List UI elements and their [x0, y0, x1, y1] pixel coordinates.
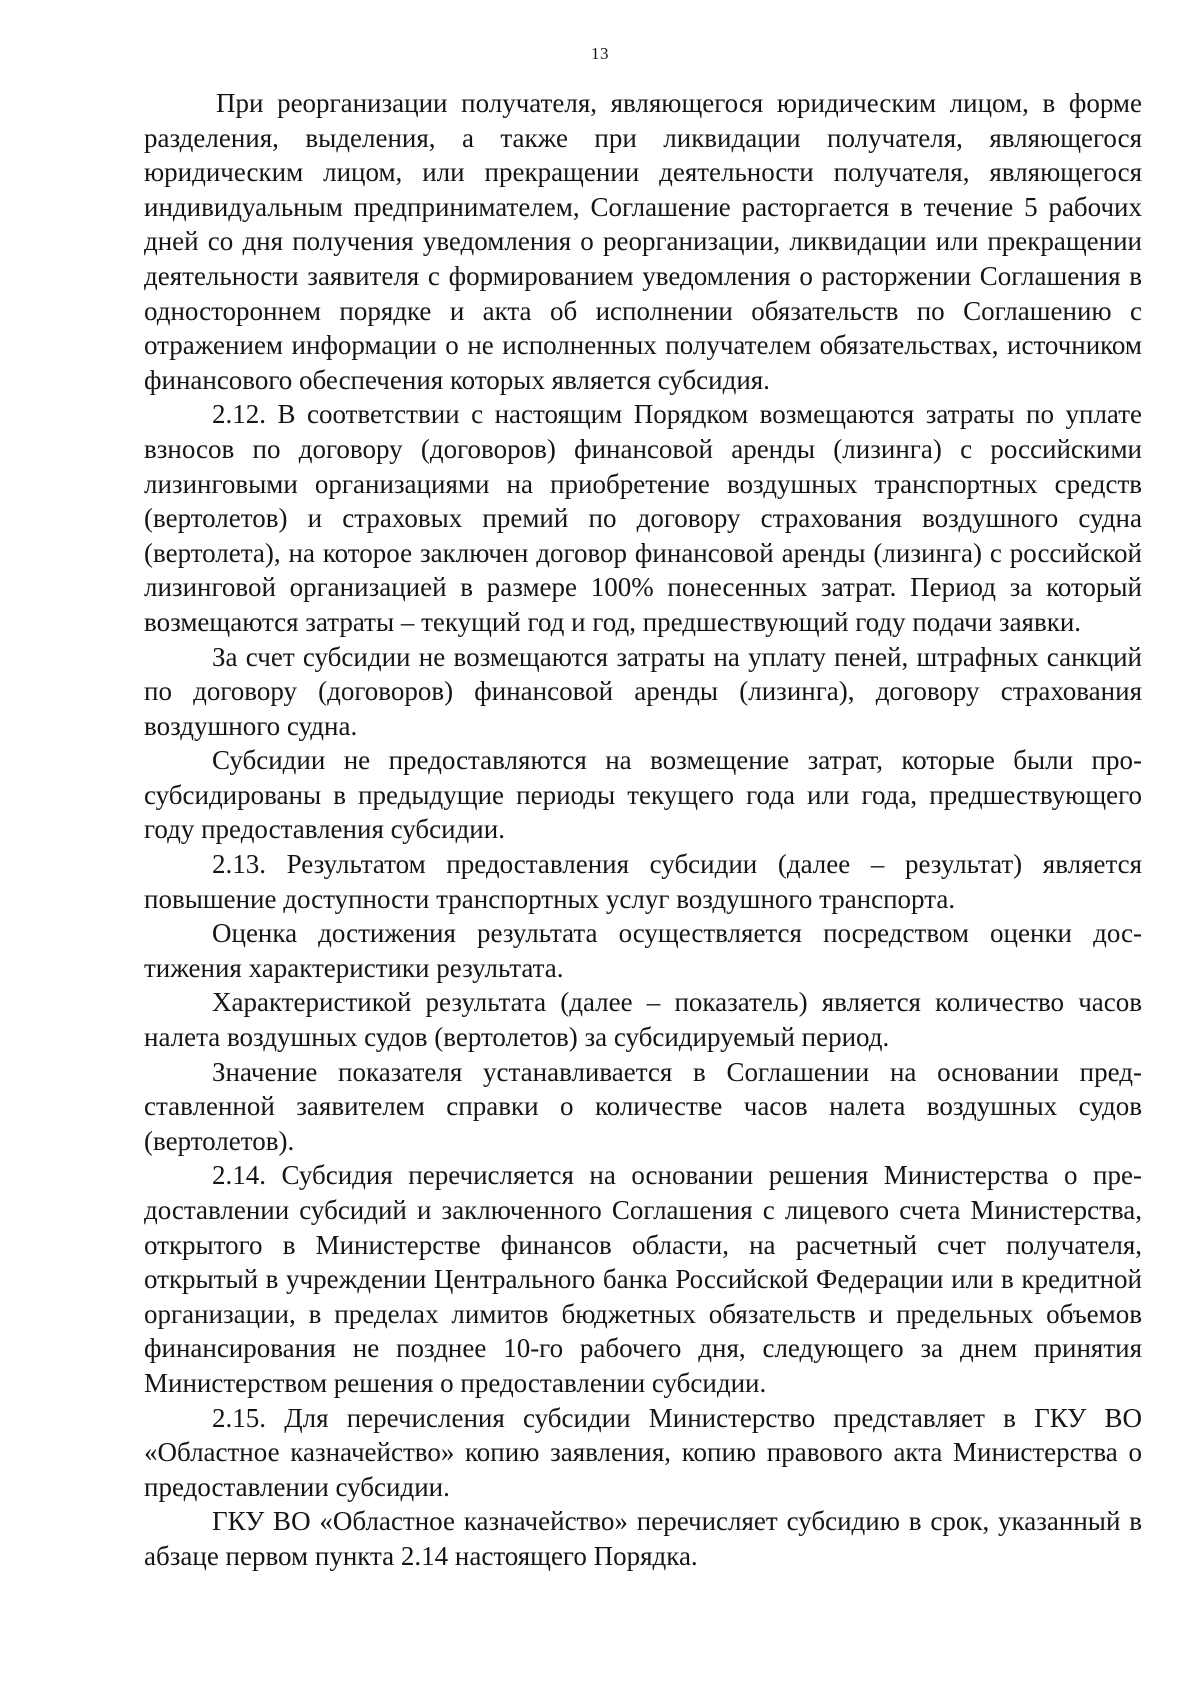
paragraph-treasury-transfer: ГКУ ВО «Областное казначейство» перечисляет субсидию в срок, указанный в абзаце первом пункта 2.14 настоящего Порядка. [144, 1506, 1142, 1571]
paragraph-indicator-value: Значение показателя устанавливается в Соглашении на основании представленной заявителем справки о количестве часов налета воздушных судов (вертолетов). [144, 1056, 1142, 1156]
paragraph-2-15: 2.15. Для перечисления субсидии Министерство представляет в ГКУ ВО «Областное казначейство» копию заявления, копию правового акта Министерства о предоставлении субсидии. [144, 1402, 1142, 1502]
paragraph-result-assessment: Оценка достижения результата осуществляется посредством оценки достижения характеристики результата. [144, 918, 1142, 983]
paragraph-2-14: 2.14. Субсидия перечисляется на основании решения Министерства о предоставлении субсидий и заключенного Соглашения с лицевого счета Министерства, открытого в Министерстве финансов области, на расчетный счет получателя, открытый в учреждении Центрального банка Российской Федерации или в кредитной организации, в пределах лимитов бюджетных обязательств и предельных объемов финансирования не позднее 10-го рабочего дня, следующего за днем принятия Министерством решения о предоставлении субсидии. [144, 1160, 1142, 1398]
paragraph-indicator: Характеристикой результата (далее – показатель) является количество часов налета воздушных судов (вертолетов) за субсидируемый период. [144, 987, 1142, 1053]
paragraph-2-13: 2.13. Результатом предоставления субсидии (далее – результат) является повышение доступности транспортных услуг воздушного транспорта. [144, 849, 1142, 914]
document-body [144, 86, 1142, 1574]
page-number: 13 [591, 44, 609, 63]
paragraph-2-12: 2.12. В соответствии с настоящим Порядком возмещаются затраты по уплате взносов по договору (договоров) финансовой аренды (лизинга) с российскими лизинговыми организациями на приобретение воздушных транспортных средств (вертолетов) и страховых премий по договору страхования воздушного судна (вертолета), на которое заключен договор финансовой аренды (лизинга) с российской лизинговой организацией в размере 100% понесенных затрат. Период за который возмещаются затраты – текущий год и год, предшествующий году подачи заявки. [144, 399, 1142, 637]
paragraph-reorganization: При реорганизации получателя, являющегося юридическим лицом, в форме разделения, выделения, а также при ликвидации получателя, являющегося юридическим лицом, или прекращении деятельности получателя, являющегося индивидуальным предпринимателем, Соглашение расторгается в течение 5 рабочих дней со дня получения уведомления о реорганизации, ликвидации или прекращении деятельности заявителя с формированием уведомления о расторжении Соглашения в одностороннем порядке и акта об исполнении обязательств по Соглашению с отражением информации о не исполненных получателем обязательствах, источником финансового обеспечения которых является субсидия. [144, 88, 1142, 395]
paragraph-no-double-subsidy: Субсидии не предоставляются на возмещение затрат, которые были просубсидированы в предыдущие периоды текущего года или года, предшествующего году предоставления субсидии. [144, 745, 1142, 845]
paragraph-not-reimbursed-costs: За счет субсидии не возмещаются затраты на уплату пеней, штрафных санкций по договору (договоров) финансовой аренды (лизинга), договору страхования воздушного судна. [144, 641, 1142, 741]
